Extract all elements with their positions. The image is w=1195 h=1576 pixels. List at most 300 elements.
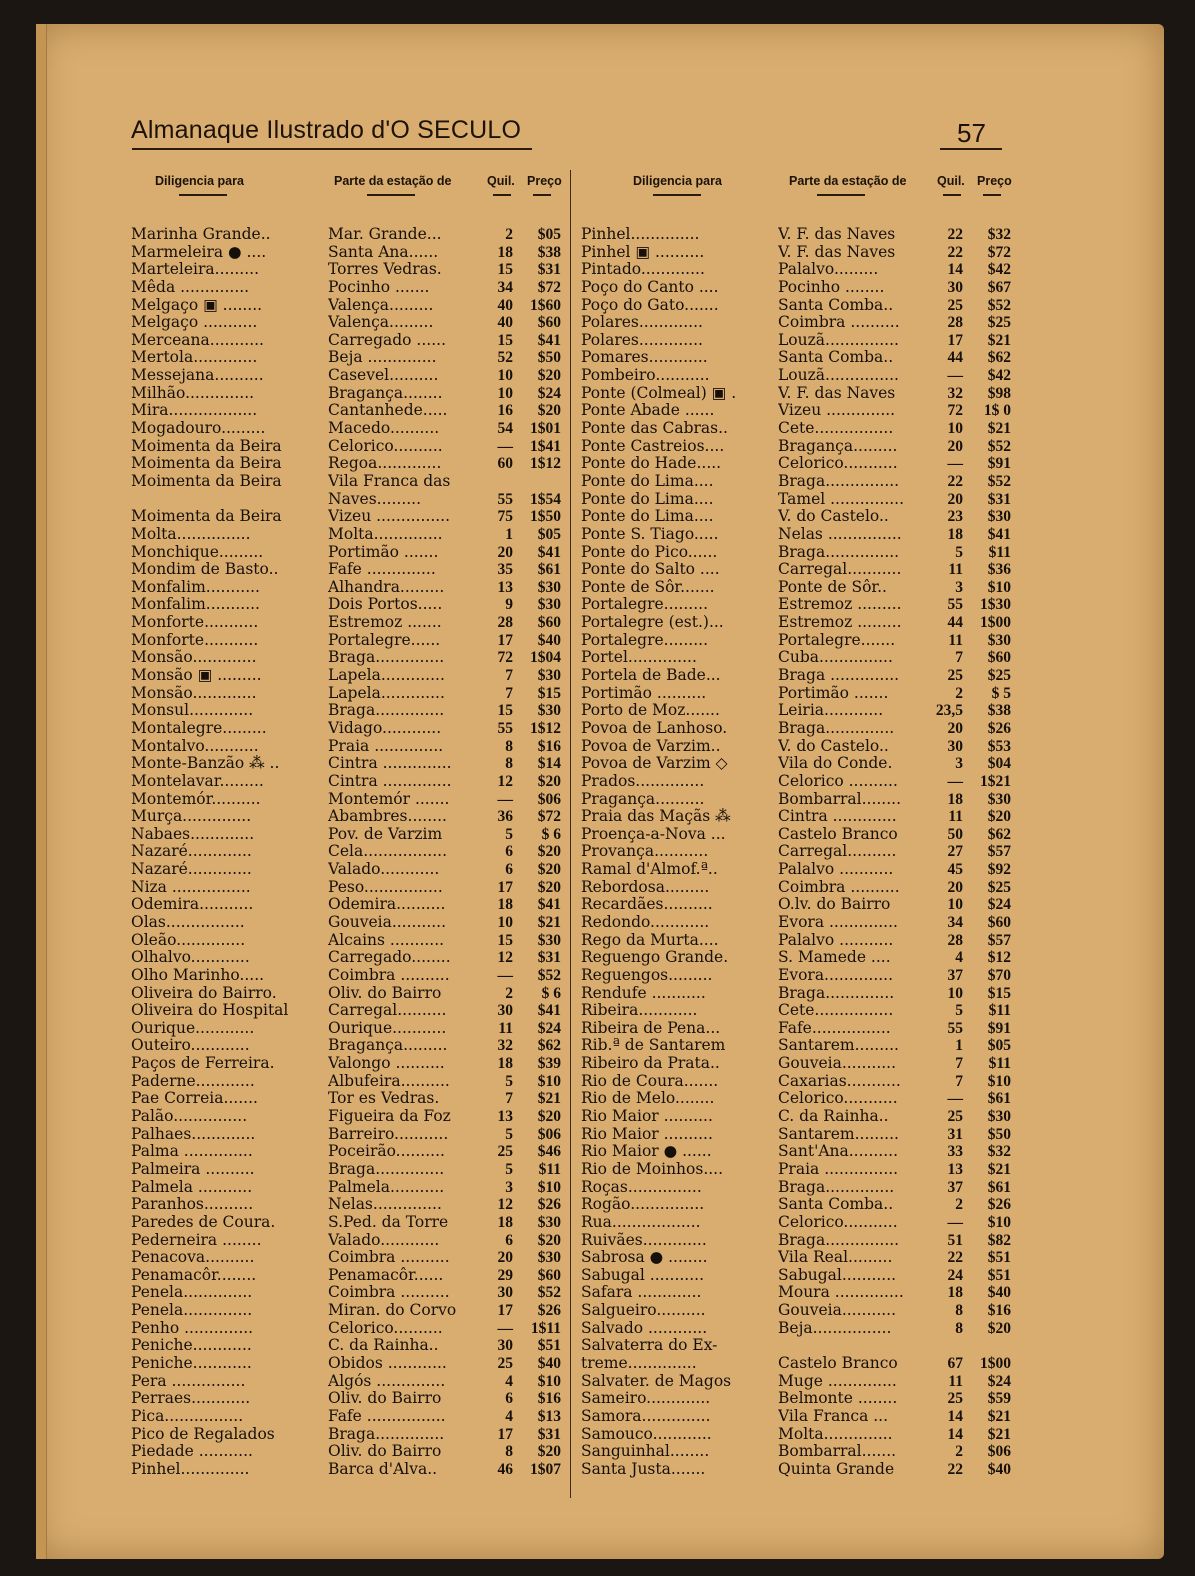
table-row (581, 985, 1021, 1003)
station-cell: Vizeu .............. (778, 402, 896, 420)
table-row (131, 879, 571, 897)
station-cell: Braga.............. (328, 649, 445, 667)
destination-cell: Oliveira do Bairro. (131, 984, 277, 1002)
table-row (581, 1126, 1021, 1144)
distance-cell: 22 (947, 1460, 963, 1478)
table-row (131, 561, 571, 579)
destination-cell: Pico de Regalados (131, 1425, 275, 1443)
distance-cell: 44 (947, 349, 963, 367)
distance-cell: 55 (497, 490, 513, 508)
price-cell: $10 (537, 1178, 561, 1196)
price-cell: 1$ 0 (983, 402, 1011, 420)
page-number: 57 (957, 118, 986, 148)
destination-cell: Pae Correia....... (131, 1090, 258, 1108)
table-row (581, 1143, 1021, 1161)
station-cell: Santa Comba.. (778, 349, 894, 367)
price-cell: $52 (987, 472, 1011, 490)
destination-cell: Mira.................. (131, 402, 258, 420)
table-row (131, 1373, 571, 1391)
header-destination: Diligencia para (633, 174, 722, 188)
table-row (581, 1108, 1021, 1126)
price-cell: $16 (537, 737, 561, 755)
station-cell: Valença......... (328, 296, 434, 314)
price-cell: $46 (537, 1143, 561, 1161)
distance-cell: 4 (505, 1372, 513, 1390)
destination-cell: Rio de Moinhos.... (581, 1160, 724, 1178)
table-row (581, 755, 1021, 773)
station-cell: Beja .............. (328, 349, 437, 367)
price-cell: 1$54 (530, 490, 561, 508)
page-number-underline (940, 148, 1002, 150)
station-cell: Bragança........ (328, 384, 443, 402)
station-cell: Vila Real......... (778, 1249, 893, 1267)
table-row (581, 1443, 1021, 1461)
station-cell: Sant'Ana.......... (778, 1143, 899, 1161)
price-cell: $70 (987, 966, 1011, 984)
price-cell: $42 (987, 261, 1011, 279)
station-cell: Carregal.......... (778, 843, 897, 861)
distance-cell: 23,5 (935, 702, 963, 720)
table-row (131, 1284, 571, 1302)
distance-cell: 34 (947, 913, 963, 931)
distance-cell: 15 (497, 331, 513, 349)
distance-cell: 72 (497, 649, 513, 667)
price-cell: $59 (987, 1390, 1011, 1408)
destination-cell: Sabugal ........... (581, 1266, 705, 1284)
table-row (581, 1355, 1021, 1373)
table-row (581, 1055, 1021, 1073)
table-row (131, 702, 571, 720)
distance-cell: 2 (505, 984, 513, 1002)
price-cell: $53 (987, 737, 1011, 755)
destination-cell: Ponte do Lima.... (581, 508, 714, 526)
distance-cell: 25 (947, 296, 963, 314)
table-row (581, 544, 1021, 562)
table-row (581, 1320, 1021, 1338)
station-cell: Portalegre....... (778, 631, 896, 649)
destination-cell: Poço do Gato....... (581, 296, 719, 314)
station-cell: Quinta Grande (778, 1460, 895, 1478)
price-cell: $62 (987, 825, 1011, 843)
distance-cell: 20 (947, 437, 963, 455)
distance-cell: 8 (955, 1319, 963, 1337)
table-row (131, 1196, 571, 1214)
station-cell: S.Ped. da Torre (328, 1213, 449, 1231)
destination-cell: Piedade ........... (131, 1443, 253, 1461)
distance-cell: 37 (947, 966, 963, 984)
price-cell: $41 (537, 1002, 561, 1020)
price-cell: $60 (987, 649, 1011, 667)
table-row (581, 1002, 1021, 1020)
table-row (131, 1143, 571, 1161)
distance-cell: 7 (955, 1055, 963, 1073)
distance-cell: 46 (497, 1460, 513, 1478)
table-row (581, 455, 1021, 473)
price-cell: $50 (987, 1125, 1011, 1143)
table-row (131, 1320, 571, 1338)
almanac-page (36, 24, 1164, 1559)
distance-cell: — (947, 1090, 963, 1108)
table-row (581, 826, 1021, 844)
table-row (131, 967, 571, 985)
destination-cell: Portalegre......... (581, 631, 708, 649)
price-cell: 1$04 (530, 649, 561, 667)
station-cell: Braga.............. (778, 984, 895, 1002)
header-km: Quil. (487, 174, 515, 188)
table-row (131, 367, 571, 385)
price-cell: $61 (537, 561, 561, 579)
destination-cell: Peniche............ (131, 1337, 252, 1355)
price-cell: $26 (987, 1196, 1011, 1214)
table-row (131, 1090, 571, 1108)
table-row (131, 685, 571, 703)
destination-cell: Rib.ª de Santarem (581, 1037, 726, 1055)
distance-cell: 8 (505, 755, 513, 773)
price-cell: $10 (987, 578, 1011, 596)
destination-cell: Pinhel ▣ .......... (581, 243, 705, 261)
table-row (581, 297, 1021, 315)
destination-cell: Ribeira............ (581, 1002, 698, 1020)
distance-cell: 11 (948, 808, 963, 826)
destination-cell: Ponte de Sôr....... (581, 578, 715, 596)
distance-cell: 7 (955, 649, 963, 667)
price-cell: $40 (987, 1460, 1011, 1478)
station-cell: Nelas.............. (328, 1196, 442, 1214)
distance-cell: 18 (947, 525, 963, 543)
left-table-body (131, 226, 571, 1478)
price-cell: $13 (537, 1407, 561, 1425)
destination-cell: Safara ............. (581, 1284, 702, 1302)
destination-cell: Palmela ........... (131, 1178, 253, 1196)
destination-cell: Marinha Grande.. (131, 226, 271, 243)
station-cell: Santarem......... (778, 1125, 899, 1143)
distance-cell: 17 (497, 631, 513, 649)
distance-cell: 52 (497, 349, 513, 367)
station-cell: Caxarias........... (778, 1072, 901, 1090)
table-row (131, 1426, 571, 1444)
station-cell: Celorico.......... (328, 1319, 443, 1337)
table-row (131, 843, 571, 861)
table-row (131, 1020, 571, 1038)
price-cell: $40 (537, 631, 561, 649)
station-cell: Coimbra .......... (328, 1284, 450, 1302)
price-cell: 1$12 (530, 719, 561, 737)
destination-cell: Sanguinhal........ (581, 1443, 710, 1461)
price-cell: $51 (987, 1266, 1011, 1284)
station-cell: Coimbra .......... (328, 966, 450, 984)
station-cell: Muge .............. (778, 1372, 897, 1390)
table-row (131, 649, 571, 667)
distance-cell: 37 (947, 1178, 963, 1196)
distance-cell: 4 (955, 949, 963, 967)
price-cell: $30 (987, 790, 1011, 808)
station-cell: Bombarral....... (778, 1443, 897, 1461)
station-cell: Vizeu ............... (328, 508, 451, 526)
price-cell: $60 (537, 314, 561, 332)
station-cell: Lapela............. (328, 667, 445, 685)
table-row (581, 314, 1021, 332)
price-cell: $ 6 (541, 825, 561, 843)
table-row (131, 438, 571, 456)
destination-cell: Rogão............... (581, 1196, 705, 1214)
station-cell: Alhandra......... (328, 578, 445, 596)
destination-cell: Ponte do Salto .... (581, 561, 720, 579)
destination-cell: Outeiro............ (131, 1037, 250, 1055)
distance-cell: 15 (497, 702, 513, 720)
price-cell: $42 (987, 367, 1011, 385)
price-cell: $91 (987, 455, 1011, 473)
destination-cell: Rio Maior .......... (581, 1125, 713, 1143)
table-row (581, 491, 1021, 509)
destination-cell: Samora.............. (581, 1407, 711, 1425)
price-cell: $41 (987, 525, 1011, 543)
price-cell: $40 (987, 1284, 1011, 1302)
table-row (131, 914, 571, 932)
destination-cell: Salvaterra do Ex- (581, 1337, 718, 1355)
header-km: Quil. (937, 174, 965, 188)
distance-cell: 10 (947, 896, 963, 914)
station-cell: Valado............ (328, 861, 440, 879)
station-cell: Coimbra .......... (778, 314, 900, 332)
table-row (581, 367, 1021, 385)
station-cell: Molta.............. (778, 1425, 893, 1443)
header-underline (817, 194, 865, 196)
price-cell: $20 (537, 402, 561, 420)
distance-cell: 22 (947, 1249, 963, 1267)
distance-cell: 10 (947, 984, 963, 1002)
table-row (581, 1337, 1021, 1355)
price-cell: $10 (987, 1213, 1011, 1231)
table-row (581, 1373, 1021, 1391)
price-cell: $12 (987, 949, 1011, 967)
distance-cell: — (947, 455, 963, 473)
price-cell: $06 (537, 1125, 561, 1143)
table-row (131, 1214, 571, 1232)
table-row (131, 1461, 571, 1479)
distance-cell: — (497, 437, 513, 455)
destination-cell: Mêda .............. (131, 278, 250, 296)
distance-cell: 17 (497, 878, 513, 896)
distance-cell: 25 (947, 667, 963, 685)
distance-cell: 1 (505, 525, 513, 543)
station-cell: Praia ............... (778, 1160, 899, 1178)
destination-cell: Rio de Melo........ (581, 1090, 715, 1108)
price-cell: $92 (987, 861, 1011, 879)
station-cell: Sabugal........... (778, 1266, 897, 1284)
station-cell: Tamel ............... (778, 490, 905, 508)
station-cell: Santarem......... (778, 1037, 899, 1055)
price-cell: $20 (537, 843, 561, 861)
station-cell: Evora .............. (778, 913, 898, 931)
station-cell: Pocinho ....... (328, 278, 430, 296)
station-cell: Bragança......... (778, 437, 898, 455)
header-underline (983, 194, 1001, 196)
station-cell: Oliv. do Bairro (328, 984, 442, 1002)
distance-cell: 6 (505, 1390, 513, 1408)
station-cell: Pocinho ........ (778, 278, 885, 296)
price-cell: $38 (987, 702, 1011, 720)
table-row (131, 861, 571, 879)
destination-cell: Monsão............. (131, 649, 257, 667)
distance-cell: 50 (947, 825, 963, 843)
destination-cell: Penho .............. (131, 1319, 254, 1337)
table-row (131, 985, 571, 1003)
price-cell: $30 (987, 631, 1011, 649)
table-row (131, 1037, 571, 1055)
price-cell: 1$12 (530, 455, 561, 473)
station-cell: Dois Portos..... (328, 596, 443, 614)
destination-cell: Porto de Moz....... (581, 702, 720, 720)
destination-cell: Monforte........... (131, 614, 259, 632)
distance-cell: 18 (947, 790, 963, 808)
distance-cell: 40 (497, 296, 513, 314)
station-cell: Albufeira.......... (328, 1072, 450, 1090)
destination-cell: Montemór.......... (131, 790, 261, 808)
table-row (131, 596, 571, 614)
station-cell: Nelas ............... (778, 525, 902, 543)
destination-cell: Rebordosa......... (581, 878, 710, 896)
station-cell: Algós .............. (328, 1372, 446, 1390)
station-cell: Carregal.......... (328, 1002, 447, 1020)
station-cell: Vila Franca das (328, 472, 451, 490)
price-cell: $21 (537, 913, 561, 931)
destination-cell: Montalegre......... (131, 719, 267, 737)
destination-cell: Prados.............. (581, 772, 705, 790)
distance-cell: 8 (505, 737, 513, 755)
distance-cell: 14 (947, 261, 963, 279)
distance-cell: — (497, 966, 513, 984)
station-cell: Santa Comba.. (778, 296, 894, 314)
price-cell: $11 (988, 543, 1011, 561)
table-row (581, 420, 1021, 438)
station-cell: Castelo Branco (778, 1355, 898, 1372)
price-cell: $20 (987, 808, 1011, 826)
station-cell: Odemira.......... (328, 896, 446, 914)
station-cell: Palalvo ........... (778, 861, 894, 879)
distance-cell: 34 (497, 278, 513, 296)
table-row (581, 261, 1021, 279)
destination-cell: Monforte........... (131, 631, 259, 649)
distance-cell: 5 (505, 1125, 513, 1143)
price-cell: $26 (537, 1302, 561, 1320)
distance-cell: 11 (948, 1372, 963, 1390)
distance-cell: 75 (497, 508, 513, 526)
destination-cell: Penela.............. (131, 1302, 253, 1320)
destination-cell: Povoa de Varzim ◇ (581, 755, 728, 773)
station-cell: Braga............... (778, 543, 900, 561)
station-cell: Molta.............. (328, 525, 443, 543)
header-underline (367, 194, 415, 196)
price-cell: $20 (537, 367, 561, 385)
destination-cell: Paranhos.......... (131, 1196, 254, 1214)
station-cell: Braga............... (778, 472, 900, 490)
station-cell: Moura .............. (778, 1284, 904, 1302)
price-cell: $14 (537, 755, 561, 773)
destination-cell: Ramal d'Almof.ª.. (581, 861, 718, 879)
destination-cell: Paredes de Coura. (131, 1213, 276, 1231)
destination-cell: Ponte S. Tiago..... (581, 525, 719, 543)
price-cell: $41 (537, 896, 561, 914)
distance-cell: 7 (505, 684, 513, 702)
price-cell: $05 (537, 525, 561, 543)
table-row (131, 473, 571, 491)
distance-cell: 5 (505, 1072, 513, 1090)
destination-cell: Reguengo Grande. (581, 949, 729, 967)
price-cell: $20 (537, 1231, 561, 1249)
destination-cell: Melgaço ........... (131, 314, 258, 332)
price-cell: $51 (987, 1249, 1011, 1267)
table-row (581, 791, 1021, 809)
table-row (131, 1073, 571, 1091)
destination-cell: Odemira........... (131, 896, 254, 914)
destination-cell: Polares............. (581, 331, 703, 349)
table-row (581, 1020, 1021, 1038)
destination-cell: Palhaes............. (131, 1125, 256, 1143)
destination-cell: Provança........... (581, 843, 709, 861)
station-cell: Praia .............. (328, 737, 444, 755)
station-cell: Naves......... (328, 490, 422, 508)
station-cell: Oliv. do Bairro (328, 1390, 442, 1408)
distance-cell: 25 (497, 1355, 513, 1372)
distance-cell: 30 (947, 737, 963, 755)
distance-cell: 18 (947, 1284, 963, 1302)
price-cell: $39 (537, 1055, 561, 1073)
title-underline (132, 148, 532, 150)
price-cell: $31 (537, 261, 561, 279)
price-cell: $06 (987, 1443, 1011, 1461)
station-cell: V. do Castelo.. (778, 737, 889, 755)
table-row (131, 632, 571, 650)
station-cell: C. da Rainha.. (328, 1337, 439, 1355)
table-row (581, 1073, 1021, 1091)
header-price: Preço (977, 174, 1012, 188)
distance-cell: 4 (505, 1407, 513, 1425)
header-underline (653, 194, 701, 196)
price-cell: $60 (537, 1266, 561, 1284)
station-cell: Santa Comba.. (778, 1196, 894, 1214)
header-station: Parte da estação de (789, 174, 907, 188)
table-row (131, 949, 571, 967)
price-cell: $30 (537, 931, 561, 949)
station-cell: Cintra .............. (328, 755, 452, 773)
destination-cell: Moimenta da Beira (131, 472, 282, 490)
destination-cell: Rego da Murta.... (581, 931, 719, 949)
distance-cell: 36 (497, 808, 513, 826)
price-cell: $24 (987, 896, 1011, 914)
distance-cell: 55 (947, 1019, 963, 1037)
price-cell: $05 (987, 1037, 1011, 1055)
distance-cell: 35 (497, 561, 513, 579)
table-row (581, 1232, 1021, 1250)
price-cell: 1$21 (980, 772, 1011, 790)
price-cell: $11 (988, 1002, 1011, 1020)
destination-cell: Ponte (Colmeal) ▣ . (581, 384, 737, 402)
table-row (581, 561, 1021, 579)
price-cell: $30 (537, 578, 561, 596)
table-row (131, 896, 571, 914)
distance-cell: — (947, 772, 963, 790)
destination-cell: Rua.................. (581, 1213, 701, 1231)
distance-cell: 11 (948, 631, 963, 649)
destination-cell: Merceana........... (131, 331, 264, 349)
station-cell: Coimbra .......... (778, 878, 900, 896)
station-cell: Montemór ....... (328, 790, 450, 808)
price-cell: $61 (987, 1178, 1011, 1196)
destination-cell: Palmeira .......... (131, 1160, 255, 1178)
station-cell: Ourique........... (328, 1019, 447, 1037)
station-cell: Bombarral........ (778, 790, 902, 808)
station-cell: V. F. das Naves (778, 384, 896, 402)
